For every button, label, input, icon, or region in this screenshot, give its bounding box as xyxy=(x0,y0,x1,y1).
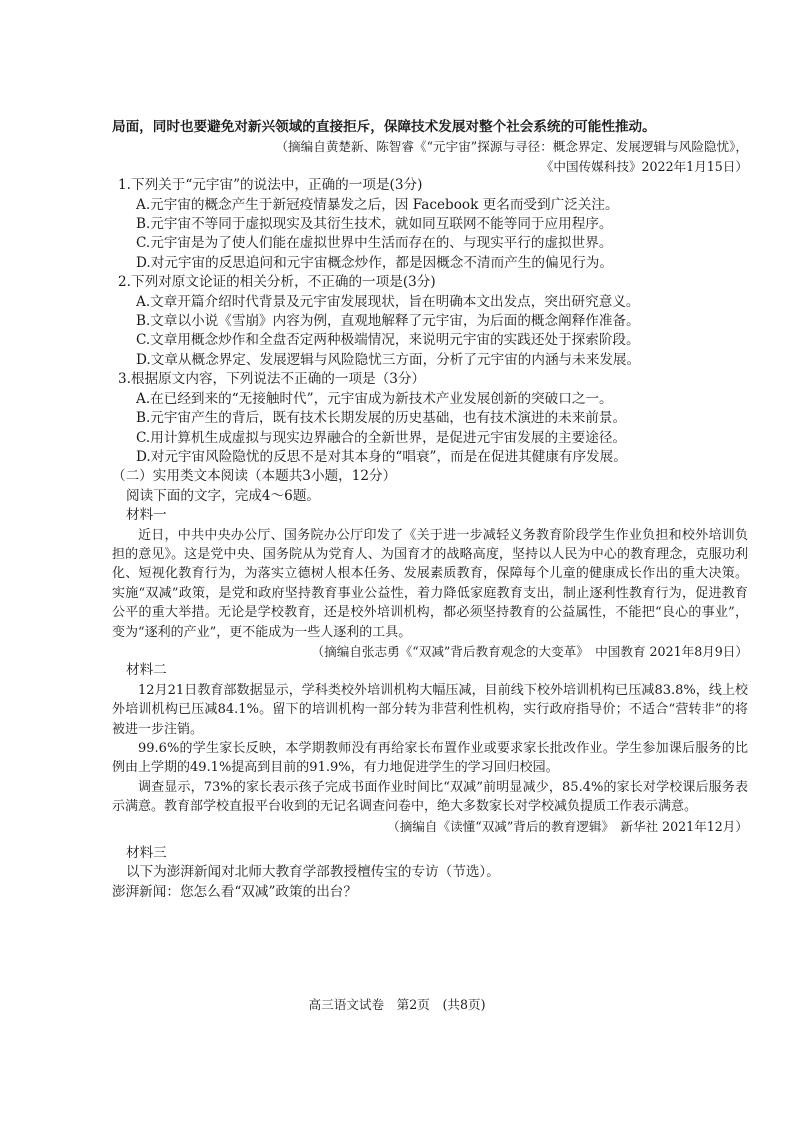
question-stem: 1.下列关于“元宇宙”的说法中，正确的一项是(3分) xyxy=(118,177,423,194)
question-stem: 3.根据原文内容，下列说法不正确的一项是（3分） xyxy=(118,371,426,388)
option-c: C.文章用概念炒作和全盘否定两种极端情况，来说明元宇宙的实践还处于探索阶段。 xyxy=(136,332,640,349)
option-a: A.文章开篇介绍时代背景及元宇宙发展现状，旨在明确本文出发点，突出研究意义。 xyxy=(136,293,640,310)
option-d: D.对元宇宙风险隐忧的反思不是对其本身的“唱衰”，而是在促进其健康有序发展。 xyxy=(136,448,627,465)
option-a: A.在已经到来的“无接触时代”，元宇宙成为新技术产业发展创新的突破口之一。 xyxy=(136,390,613,407)
question-3 xyxy=(112,370,748,467)
section-heading: （二）实用类文本阅读（本题共3小题，12分） xyxy=(112,468,397,485)
question-stem: 2.下列对原文论证的相关分析，不正确的一项是(3分) xyxy=(118,274,436,291)
option-c: C.元宇宙是为了使人们能在虚拟世界中生活而存在的、与现实平行的虚拟世界。 xyxy=(136,235,613,252)
question-1 xyxy=(112,176,748,273)
material-2-paragraph-1: 12月21日教育部数据显示，学科类校外培训机构大幅压减，目前线下校外培训机构已压减83.8%，线上校外培训机构已压减84.1%。留下的培训机构一部分转为非营利性机构，实行政府指导价；不适合“营转非”的将被进一步注销。 xyxy=(112,682,748,737)
option-a: A.元宇宙的概念产生于新冠疫情暴发之后，因 Facebook 更名而受到广泛关注。 xyxy=(136,196,619,213)
option-b: B.文章以小说《雪崩》内容为例，直观地解释了元宇宙，为后面的概念阐释作准备。 xyxy=(136,313,640,330)
option-b: B.元宇宙产生的背后，既有技术长期发展的历史基础，也有技术演进的未来前景。 xyxy=(136,410,627,427)
material-3-title: 材料三 xyxy=(126,845,167,862)
option-b: B.元宇宙不等同于虚拟现实及其衍生技术，就如同互联网不能等同于应用程序。 xyxy=(136,216,613,233)
page-footer: 高三语文试卷 第2页 (共8页) xyxy=(308,997,486,1012)
material-2-source: （摘编自《读懂“双减”背后的教育逻辑》 新华社 2021年12月） xyxy=(387,818,748,834)
option-c: C.用计算机生成虚拟与现实边界融合的全新世界，是促进元宇宙发展的主要途径。 xyxy=(136,429,627,446)
material-1-source: （摘编自张志勇《“双减”背后教育观念的大变革》 中国教育 2021年8月9日） xyxy=(311,643,748,659)
question-2 xyxy=(112,273,748,370)
section-instruction: 阅读下面的文字，完成4～6题。 xyxy=(126,487,321,504)
material-3-intro: 以下为澎湃新闻对北师大教育学部教授檀传宝的专访（节选）。 xyxy=(126,864,500,881)
passage-end-line: 局面，同时也要避免对新兴领域的直接拒斥，保障技术发展对整个社会系统的可能性推动。 xyxy=(112,119,656,135)
option-d: D.文章从概念界定、发展逻辑与风险隐忧三方面，分析了元宇宙的内涵与未来发展。 xyxy=(136,351,641,368)
spacer xyxy=(112,836,748,844)
material-2-paragraph-2: 99.6%的学生家长反映，本学期教师没有再给家长布置作业或要求家长批改作业。学生参加课后服务的比例由上学期的49.1%提高到目前的91.9%，有力地促进学生的学习回归校园。 xyxy=(112,741,748,776)
material-3-question: 澎湃新闻：您怎么看“双减”政策的出台？ xyxy=(112,883,357,900)
material-1-title: 材料一 xyxy=(126,507,167,524)
passage-source-line-2: 《中国传媒科技》2022年1月15日） xyxy=(540,158,748,174)
material-2-paragraph-3: 调查显示，73%的家长表示孩子完成书面作业时间比“双减”前明显减少，85.4%的家长对学校课后服务表示满意。教育部学校直报平台收到的无记名调查问卷中，绝大多数家长对学校减负提质工作表示满意。 xyxy=(112,779,748,815)
material-1-paragraph: 近日，中共中央办公厅、国务院办公厅印发了《关于进一步减轻义务教育阶段学生作业负担和校外培训负担的意见》。这是党中央、国务院从为党育人、为国育才的战略高度，坚持以人民为中心的教育理念，克服功利化、短视化教育行为，为落实立德树人根本任务、发展素质教育，保障每个儿童的健康成长作出的重大决策。实施“双减”政策，是党和政府坚持教育事业公益性，着力降低家庭教育支出，制止逐利性教育行为，促进教育公平的重大举措。无论是学校教育，还是校外培训机构，都必须坚持教育的公益属性，不能把“良心的事业”，变为“逐利的产业”，更不能成为一些人逐利的工具。 xyxy=(112,527,748,640)
passage-source-line-1: （摘编自黄楚新、陈智睿《“元宇宙”探源与寻径：概念界定、发展逻辑与风险隐忧》， xyxy=(275,139,748,155)
material-2-title: 材料二 xyxy=(126,662,167,679)
option-d: D.对元宇宙的反思追问和元宇宙概念炒作，都是因概念不清而产生的偏见行为。 xyxy=(136,254,613,271)
